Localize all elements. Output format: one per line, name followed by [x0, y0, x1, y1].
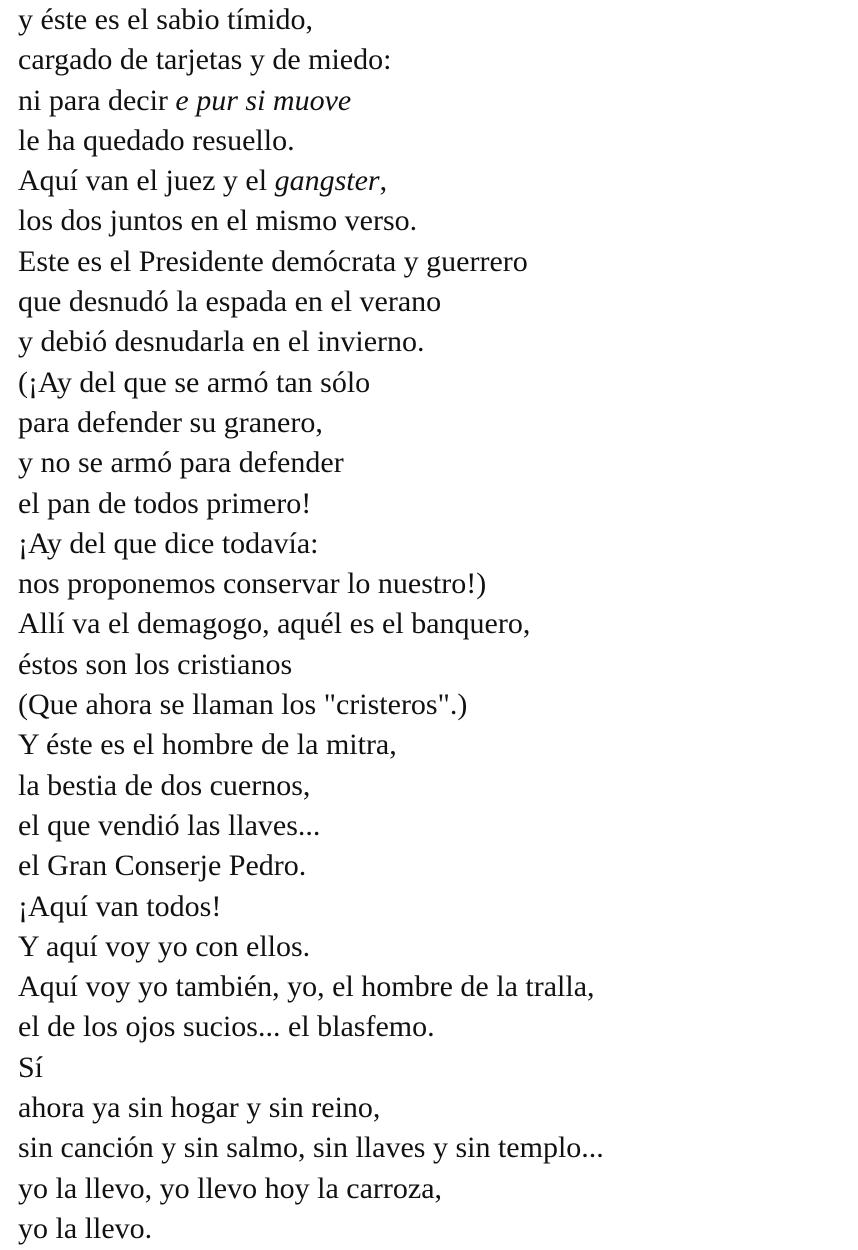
- poem-line: cargado de tarjetas y de miedo:: [18, 43, 392, 77]
- poem-line: la bestia de dos cuernos,: [18, 768, 311, 802]
- poem-line: [18, 161, 848, 201]
- poem-line: el Gran Conserje Pedro.: [18, 849, 307, 883]
- poem-line: éstos son los cristianos: [18, 647, 293, 681]
- poem-line: y no se armó para defender: [18, 446, 344, 480]
- poem-line: los dos juntos en el mismo verso.: [18, 204, 418, 238]
- poem-line: sin canción y sin salmo, sin llaves y sin templo...: [18, 1131, 604, 1165]
- poem-line: Y aquí voy yo con ellos.: [18, 929, 311, 963]
- poem-line: [18, 81, 848, 121]
- line-segment: ni para decir: [18, 83, 176, 117]
- poem-line: ¡Aquí van todos!: [18, 889, 222, 923]
- poem-line: Aquí voy yo también, yo, el hombre de la tralla,: [18, 970, 595, 1004]
- poem-page: [18, 0, 848, 1249]
- poem-line: ahora ya sin hogar y sin reino,: [18, 1091, 381, 1125]
- poem-line: Allí va el demagogo, aquél es el banquero,: [18, 607, 531, 641]
- poem-line: y debió desnudarla en el invierno.: [18, 325, 425, 359]
- line-segment: ,: [379, 164, 388, 198]
- poem-text: [18, 0, 848, 1249]
- poem-line: yo la llevo, yo llevo hoy la carroza,: [18, 1171, 443, 1205]
- line-segment: Aquí van el juez y el: [18, 164, 275, 198]
- poem-line: yo la llevo.: [18, 1211, 153, 1245]
- italic-phrase: gangster: [274, 164, 380, 198]
- poem-line: el pan de todos primero!: [18, 486, 312, 520]
- poem-line: el de los ojos sucios... el blasfemo.: [18, 1010, 435, 1044]
- poem-line: le ha quedado resuello.: [18, 123, 295, 157]
- poem-line: (¡Ay del que se armó tan sólo: [18, 365, 371, 399]
- poem-line: el que vendió las llaves...: [18, 808, 321, 842]
- poem-line: Y éste es el hombre de la mitra,: [18, 728, 397, 762]
- poem-line: Este es el Presidente demócrata y guerrero: [18, 244, 528, 278]
- poem-line: nos proponemos conservar lo nuestro!): [18, 567, 487, 601]
- poem-line: y éste es el sabio tímido,: [18, 3, 313, 36]
- poem-line: para defender su granero,: [18, 405, 323, 439]
- italic-phrase: e pur si muove: [175, 83, 352, 117]
- poem-line: Sí: [18, 1050, 44, 1084]
- poem-line: (Que ahora se llaman los "cristeros".): [18, 688, 468, 722]
- poem-line: ¡Ay del que dice todavía:: [18, 526, 319, 560]
- poem-line: que desnudó la espada en el verano: [18, 285, 442, 319]
